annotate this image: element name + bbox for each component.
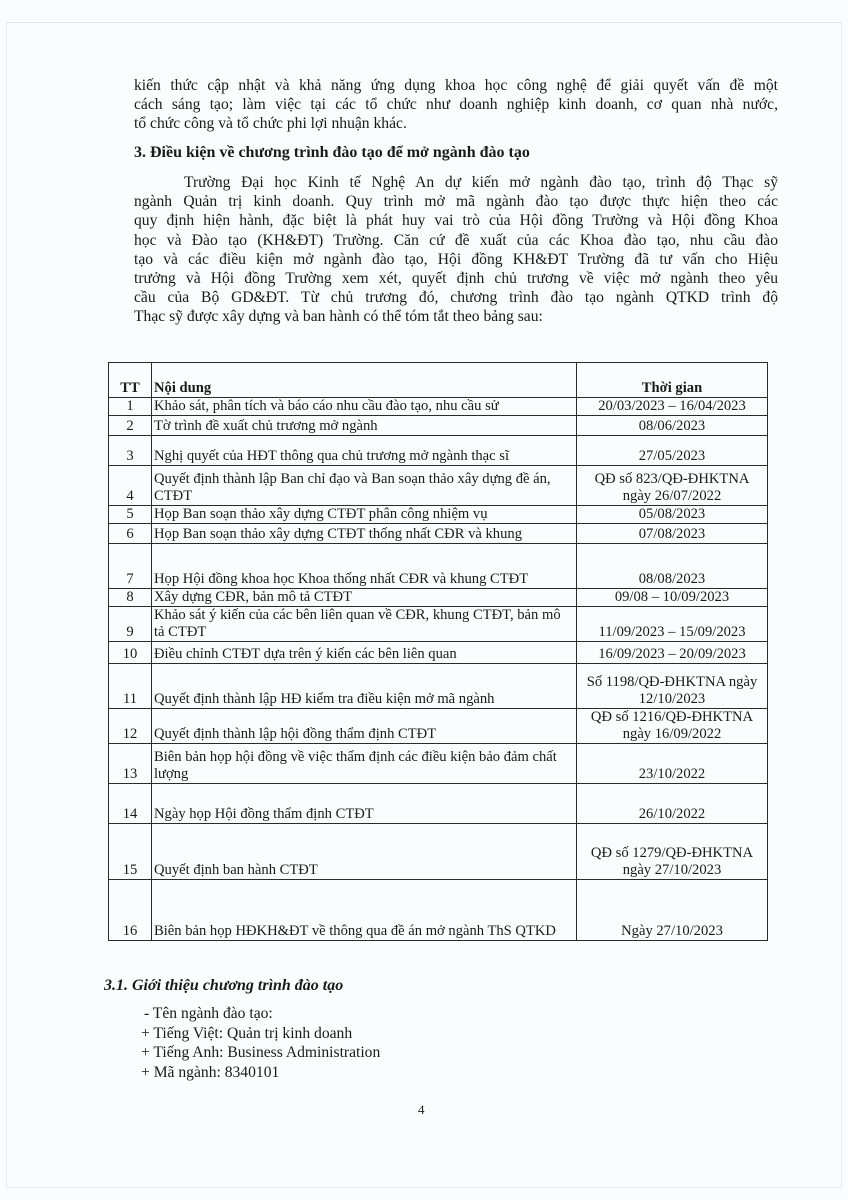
row-number: 4 [109,466,152,506]
table-row [109,607,768,642]
row-content: Ngày họp Hội đồng thẩm định CTĐT [152,784,577,824]
row-content: Biên bản họp HĐKH&ĐT về thông qua đề án mở ngành ThS QTKD [152,880,577,941]
text-line: cách sáng tạo; làm việc tại các tổ chức như doanh nghiệp kinh doanh, cơ quan nhà nước, [134,96,778,114]
table-row [109,398,768,416]
text-line: ngành Quản trị kinh doanh. Quy trình mở mã ngành đào tạo được thực hiện theo các [134,193,778,211]
page-edge-bottom [6,1187,842,1188]
row-time: 05/08/2023 [577,506,768,524]
subsection-heading: 3.1. Giới thiệu chương trình đào tạo [104,977,344,994]
table-row [109,416,768,436]
row-content: Khảo sát, phân tích và báo cáo nhu cầu đào tạo, nhu cầu sử [152,398,577,416]
page-edge-right [841,22,842,1188]
text-line: tạo và các điều kiện mở ngành đào tạo, Hội đồng KH&ĐT Trường đã tư vấn cho Hiệu [134,250,778,268]
page-edge-left [6,22,7,1188]
row-number: 13 [109,744,152,784]
row-number: 3 [109,436,152,466]
header-time: Thời gian [577,363,768,398]
table-row [109,642,768,664]
row-time: 27/05/2023 [577,436,768,466]
table-row [109,709,768,744]
page-edge-top [6,22,842,23]
page-number: 4 [418,1102,425,1117]
row-time: 20/03/2023 – 16/04/2023 [577,398,768,416]
row-content: Điều chỉnh CTĐT dựa trên ý kiến các bên liên quan [152,642,577,664]
table-row [109,466,768,506]
program-code: + Mã ngành: 8340101 [141,1063,280,1081]
row-content: Tờ trình đề xuất chủ trương mở ngành [152,416,577,436]
row-time: Ngày 27/10/2023 [577,880,768,941]
header-content: Nội dung [152,363,577,398]
row-time: QĐ số 1216/QĐ-ĐHKTNA ngày 16/09/2022 [577,709,768,744]
program-name-english: + Tiếng Anh: Business Administration [141,1044,381,1061]
table-row [109,589,768,607]
row-time: 07/08/2023 [577,524,768,544]
table-row [109,506,768,524]
row-content: Họp Hội đồng khoa học Khoa thống nhất CĐR và khung CTĐT [152,544,577,589]
table-row [109,784,768,824]
row-number: 7 [109,544,152,589]
row-number: 10 [109,642,152,664]
table-row [109,664,768,709]
row-time: Số 1198/QĐ-ĐHKTNA ngày 12/10/2023 [577,664,768,709]
row-content: Quyết định thành lập Ban chỉ đạo và Ban soạn thảo xây dựng đề án, CTĐT [152,466,577,506]
row-content: Họp Ban soạn thảo xây dựng CTĐT thống nhất CĐR và khung [152,524,577,544]
row-number: 12 [109,709,152,744]
row-time: 08/06/2023 [577,416,768,436]
text-line: trưởng và Hội đồng Trường xem xét, quyết định chủ trương về việc mở ngành theo yêu [134,270,778,288]
row-time: 11/09/2023 – 15/09/2023 [577,607,768,642]
row-content: Biên bản họp hội đồng về việc thẩm định các điều kiện bảo đảm chất lượng [152,744,577,784]
row-content: Họp Ban soạn thảo xây dựng CTĐT phân công nhiệm vụ [152,506,577,524]
table-row [109,436,768,466]
row-number: 2 [109,416,152,436]
header-tt: TT [109,363,152,398]
text-line: tổ chức công và tổ chức phi lợi nhuận khác. [134,115,407,133]
program-name-vietnamese: + Tiếng Việt: Quản trị kinh doanh [141,1024,353,1042]
text-line: học và Đào tạo (KH&ĐT) Trường. Căn cứ đề xuất của các Khoa đào tạo, nhu cầu đào [134,231,778,249]
table-row [109,824,768,880]
row-time: 09/08 – 10/09/2023 [577,589,768,607]
row-time: 23/10/2022 [577,744,768,784]
program-name-label: - Tên ngành đào tạo: [144,1005,273,1022]
text-line: Trường Đại học Kinh tế Nghệ An dự kiến mở ngành đào tạo, trình độ Thạc sỹ [184,174,778,191]
row-content: Quyết định thành lập HĐ kiểm tra điều kiện mở mã ngành [152,664,577,709]
table-row [109,544,768,589]
row-content: Quyết định thành lập hội đồng thẩm định CTĐT [152,709,577,744]
intro-paragraph [134,76,778,134]
row-time: 08/08/2023 [577,544,768,589]
row-number: 11 [109,664,152,709]
body-paragraph [134,173,778,327]
row-number: 16 [109,880,152,941]
row-content: Khảo sát ý kiến của các bên liên quan về CĐR, khung CTĐT, bản mô tả CTĐT [152,607,577,642]
row-content: Xây dựng CĐR, bản mô tả CTĐT [152,589,577,607]
timeline-table [108,362,768,941]
row-time: QĐ số 1279/QĐ-ĐHKTNA ngày 27/10/2023 [577,824,768,880]
row-number: 14 [109,784,152,824]
row-time: 16/09/2023 – 20/09/2023 [577,642,768,664]
row-number: 5 [109,506,152,524]
row-time: 26/10/2022 [577,784,768,824]
text-line: cầu của Bộ GD&ĐT. Từ chủ trương đó, chương trình đào tạo ngành QTKD trình độ [134,289,778,307]
row-number: 1 [109,398,152,416]
table-header-row [109,363,768,398]
row-time: QĐ số 823/QĐ-ĐHKTNA ngày 26/07/2022 [577,466,768,506]
row-number: 9 [109,607,152,642]
row-content: Quyết định ban hành CTĐT [152,824,577,880]
table-row [109,744,768,784]
table-row [109,524,768,544]
table-row [109,880,768,941]
row-content: Nghị quyết của HĐT thông qua chủ trương mở ngành thạc sĩ [152,436,577,466]
text-line: quy định hiện hành, đặc biệt là phát huy vai trò của Hội đồng Trường và Hội đồng Khoa [134,212,778,230]
text-line: Thạc sỹ được xây dựng và ban hành có thể tóm tắt theo bảng sau: [134,308,543,326]
row-number: 8 [109,589,152,607]
text-line: kiến thức cập nhật và khả năng ứng dụng khoa học công nghệ để giải quyết vấn đề một [134,77,778,94]
section-heading: 3. Điều kiện về chương trình đào tạo để mở ngành đào tạo [134,144,530,161]
row-number: 15 [109,824,152,880]
program-info [141,1004,380,1082]
row-number: 6 [109,524,152,544]
